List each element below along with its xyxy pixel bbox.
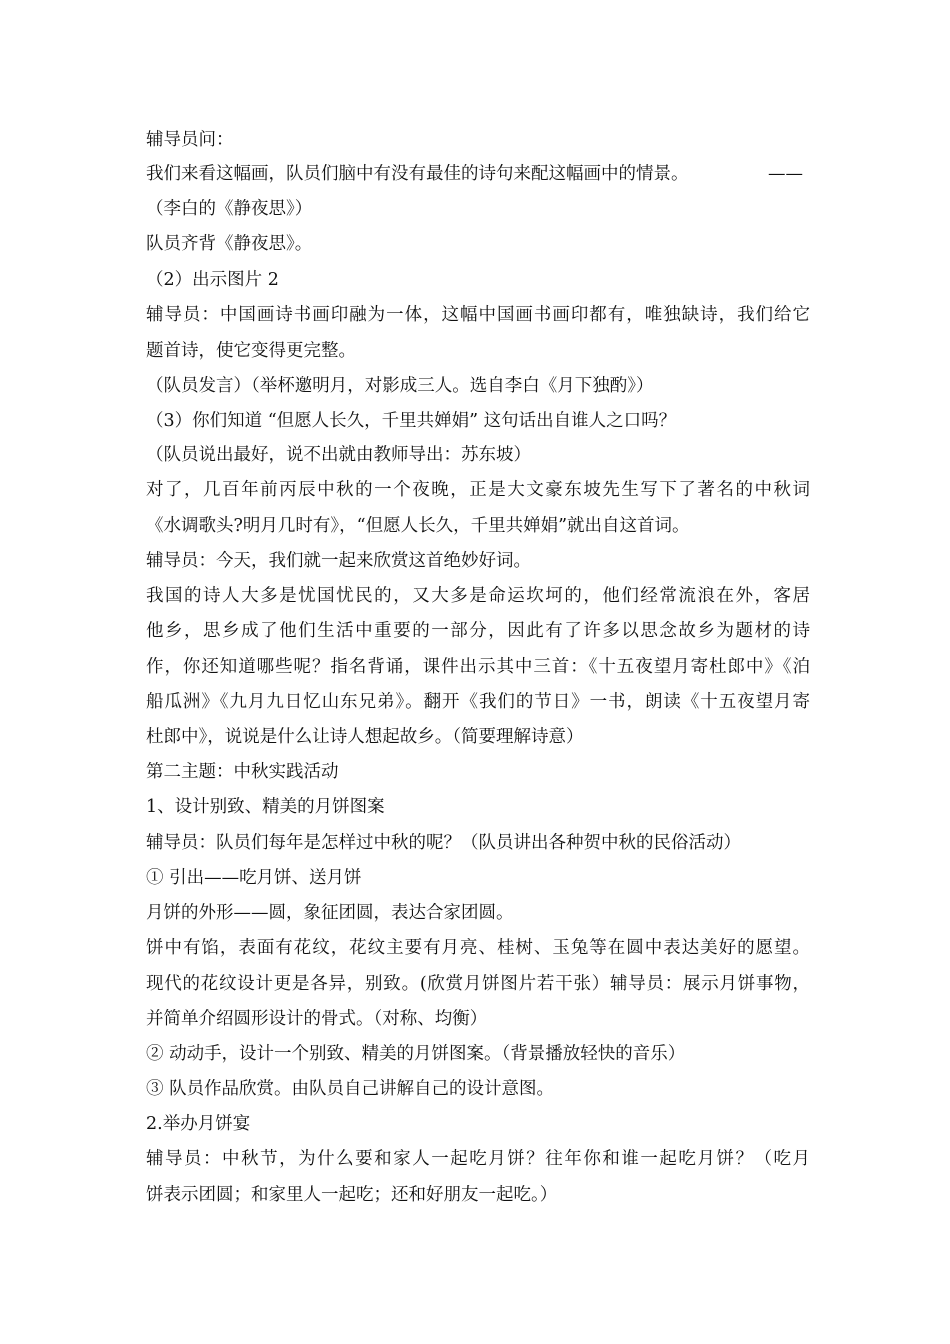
text-line: 作，你还知道哪些呢？指名背诵，课件出示其中三首：《十五夜望月寄杜郎中》《泊 xyxy=(146,657,810,677)
text-line: 辅导员：今天，我们就一起来欣赏这首绝妙好词。 xyxy=(146,551,531,571)
text-line: 月饼的外形——圆，象征团圆，表达合家团圆。 xyxy=(146,903,514,923)
text-line: 现代的花纹设计更是各异，别致。(欣赏月饼图片若干张）辅导员：展示月饼事物， xyxy=(146,974,810,994)
text-line: （2）出示图片 2 xyxy=(146,270,279,290)
text-line: （队员发言）（举杯邀明月，对影成三人。选自李白《月下独酌》） xyxy=(146,376,654,396)
text-line: 船瓜洲》《九月九日忆山东兄弟》。翻开《我们的节日》一书，朗读《十五夜望月寄 xyxy=(146,692,810,712)
text-line: 2.举办月饼宴 xyxy=(146,1114,251,1134)
text-line: 杜郎中》，说说是什么让诗人想起故乡。（简要理解诗意） xyxy=(146,727,584,747)
text-line: 饼表示团圆；和家里人一起吃；还和好朋友一起吃。） xyxy=(146,1185,558,1205)
text-line: 饼中有馅，表面有花纹，花纹主要有月亮、桂树、玉兔等在圆中表达美好的愿望。 xyxy=(146,938,810,958)
text-line: 我们来看这幅画，队员们脑中有没有最佳的诗句来配这幅画中的情景。 xyxy=(146,164,689,184)
text-line: 对了，几百年前丙辰中秋的一个夜晚，正是大文豪东坡先生写下了著名的中秋词 xyxy=(146,480,810,500)
text-line: 《水调歌头?明月几时有》，“但愿人长久，千里共婵娟”就出自这首词。 xyxy=(146,516,690,536)
text-line: 辅导员：队员们每年是怎样过中秋的呢？（队员讲出各种贺中秋的民俗活动） xyxy=(146,833,741,853)
text-line: 题首诗，使它变得更完整。 xyxy=(146,341,356,361)
text-line: （队员说出最好，说不出就由教师导出：苏东坡） xyxy=(146,445,531,465)
text-line: 1、设计别致、精美的月饼图案 xyxy=(146,797,385,817)
text-line: （3）你们知道 “但愿人长久，千里共婵娟” 这句话出自谁人之口吗？ xyxy=(146,411,677,431)
text-line: 辅导员：中国画诗书画印融为一体，这幅中国画书画印都有，唯独缺诗，我们给它 xyxy=(146,305,810,325)
text-line: 我国的诗人大多是忧国忧民的，又大多是命运坎坷的，他们经常流浪在外，客居 xyxy=(146,586,810,606)
text-line: ② 动动手，设计一个别致、精美的月饼图案。（背景播放轻快的音乐） xyxy=(146,1044,686,1064)
text-line: 他乡，思乡成了他们生活中重要的一部分，因此有了许多以思念故乡为题材的诗 xyxy=(146,621,810,641)
section-heading: 第二主题：中秋实践活动 xyxy=(146,762,339,782)
text-line: ③ 队员作品欣赏。由队员自己讲解自己的设计意图。 xyxy=(146,1079,555,1099)
text-line: ① 引出——吃月饼、送月饼 xyxy=(146,868,362,888)
text-line: 辅导员：中秋节，为什么要和家人一起吃月饼？往年你和谁一起吃月饼？（吃月 xyxy=(146,1149,810,1169)
text-line: 队员齐背《静夜思》。 xyxy=(146,234,313,254)
text-line: 辅导员问： xyxy=(146,130,234,150)
dash-mark: —— xyxy=(768,164,803,184)
text-line: 并简单介绍圆形设计的骨式。（对称、均衡） xyxy=(146,1009,488,1029)
text-line: （李白的《静夜思》） xyxy=(146,199,313,219)
